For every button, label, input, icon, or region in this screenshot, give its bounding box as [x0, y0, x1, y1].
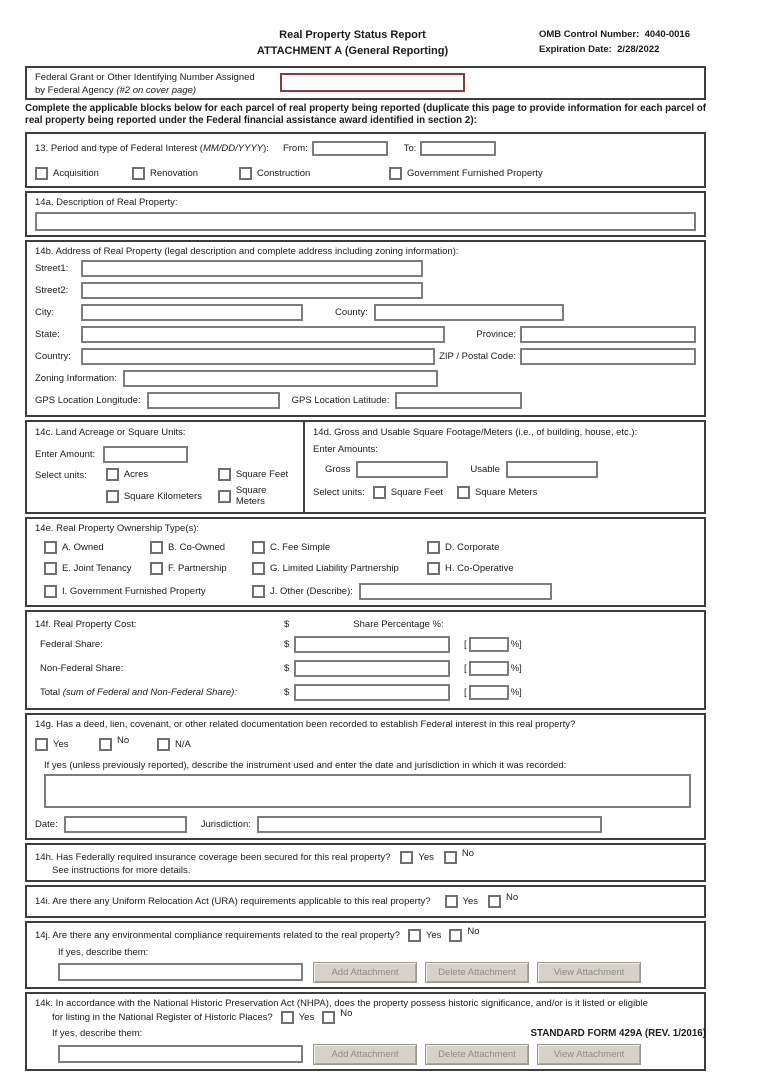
- state-label: State:: [35, 328, 60, 340]
- street1-label: Street1:: [35, 262, 69, 274]
- date-input[interactable]: [64, 816, 187, 833]
- gps-longitude-input[interactable]: [147, 392, 280, 409]
- zip-input[interactable]: [520, 348, 696, 365]
- page-header: [25, 0, 706, 66]
- corporate-checkbox[interactable]: [427, 541, 440, 554]
- s14j-yes-checkbox[interactable]: [408, 929, 421, 942]
- nonfederal-share-label: Non-Federal Share:: [40, 662, 124, 674]
- country-label: Country:: [35, 350, 71, 362]
- section-14b: [25, 240, 706, 417]
- corporate-option: D. Corporate: [427, 541, 499, 554]
- form-content: [25, 0, 706, 1074]
- land-amount-input[interactable]: [103, 446, 188, 463]
- total-input[interactable]: [294, 684, 450, 701]
- s14i-no-option: No: [488, 895, 518, 908]
- federal-grant-label-line1: Federal Grant or Other Identifying Number Assigned: [35, 72, 255, 83]
- partnership-option: F. Partnership: [150, 562, 252, 575]
- other-checkbox[interactable]: [252, 585, 265, 598]
- usable-input[interactable]: [506, 461, 598, 478]
- s14h-no-option: No: [444, 851, 474, 864]
- s14k-no-checkbox[interactable]: [322, 1011, 335, 1024]
- s14i-yes-checkbox[interactable]: [445, 895, 458, 908]
- s14j-no-checkbox[interactable]: [449, 929, 462, 942]
- enter-amounts-label: Enter Amounts:: [313, 444, 378, 455]
- federal-share-input[interactable]: [294, 636, 450, 653]
- federal-grant-box: [25, 66, 706, 100]
- s14i-question: 14i. Are there any Uniform Relocation Act (URA) requirements applicable to this real property?: [35, 896, 431, 907]
- owned-option: A. Owned: [44, 541, 150, 554]
- s14c-title: 14c. Land Acreage or Square Units:: [35, 427, 186, 438]
- s14k-question-line1: 14k. In accordance with the National Historic Preservation Act (NHPA), does the property possess historic significance, and/or is it listed or eligible: [35, 998, 648, 1009]
- county-label: County:: [335, 306, 368, 318]
- s14k-question-line2: for listing in the National Register of Historic Places?: [52, 1012, 273, 1023]
- jurisdiction-input[interactable]: [257, 816, 602, 833]
- omb-control-number: OMB Control Number: 4040-0016: [539, 29, 690, 40]
- share-percentage-label: Share Percentage %:: [353, 618, 444, 630]
- other-option: J. Other (Describe):: [252, 585, 353, 598]
- partnership-checkbox[interactable]: [150, 562, 163, 575]
- s14j-delete-attachment-button[interactable]: Delete Attachment: [425, 962, 529, 983]
- square-meters-option: Square Meters: [218, 485, 295, 507]
- s14b-title: 14b. Address of Real Property (legal description and complete address including zoning information):: [35, 246, 459, 257]
- usable-label: Usable: [470, 463, 500, 475]
- form-title-line2: ATTACHMENT A (General Reporting): [256, 45, 449, 57]
- total-percent-input[interactable]: [469, 685, 509, 700]
- joint-tenancy-checkbox[interactable]: [44, 562, 57, 575]
- gps-latitude-label: GPS Location Latitude:: [291, 394, 390, 406]
- gov-furnished-option: I. Government Furnished Property: [44, 585, 252, 598]
- other-describe-input[interactable]: [359, 583, 552, 600]
- from-label: From:: [282, 142, 308, 154]
- state-input[interactable]: [81, 326, 445, 343]
- to-label: To:: [403, 142, 417, 154]
- omb-block: [539, 27, 690, 57]
- s14k-delete-attachment-button[interactable]: Delete Attachment: [425, 1044, 529, 1065]
- s14k-no-option: No: [322, 1011, 352, 1024]
- country-input[interactable]: [81, 348, 435, 365]
- s14d-square-feet-checkbox[interactable]: [373, 486, 386, 499]
- section-14g: [25, 713, 706, 840]
- s14a-title: 14a. Description of Real Property:: [35, 197, 178, 208]
- section-14e: [25, 517, 706, 607]
- s14j-question: 14j. Are there any environmental compliance requirements related to the real property?: [35, 930, 400, 941]
- s14d-title: 14d. Gross and Usable Square Footage/Meters (i.e., of building, house, etc.):: [313, 427, 638, 438]
- s14j-if-yes-label: If yes, describe them:: [58, 947, 149, 958]
- city-input[interactable]: [81, 304, 303, 321]
- dollar-sign-header: $: [284, 618, 290, 630]
- s14k-if-yes-label: If yes, describe them:: [52, 1028, 143, 1039]
- section-14c-14d: [25, 420, 706, 514]
- zip-label: ZIP / Postal Code:: [439, 350, 516, 362]
- nonfederal-dollar-sign: $: [284, 662, 290, 674]
- fee-simple-checkbox[interactable]: [252, 541, 265, 554]
- jurisdiction-label: Jurisdiction:: [200, 818, 251, 830]
- s14g-no-option: No: [99, 738, 157, 751]
- square-feet-option: Square Feet: [218, 468, 295, 481]
- gfp-option: Government Furnished Property: [389, 165, 543, 182]
- square-feet-checkbox[interactable]: [218, 468, 231, 481]
- section-14a: [25, 191, 706, 237]
- nonfederal-share-input[interactable]: [294, 660, 450, 677]
- gross-label: Gross: [325, 463, 351, 475]
- zoning-label: Zoning Information:: [35, 372, 117, 384]
- s14j-no-option: No: [449, 929, 479, 942]
- federal-percent-close: %]: [510, 638, 522, 650]
- s14j-yes-option: Yes: [408, 929, 442, 942]
- federal-dollar-sign: $: [284, 638, 290, 650]
- province-input[interactable]: [520, 326, 696, 343]
- section-14k: [25, 992, 706, 1071]
- s14j-describe-input[interactable]: [58, 963, 303, 981]
- s14j-view-attachment-button[interactable]: View Attachment: [537, 962, 641, 983]
- federal-bracket: [: [464, 638, 467, 650]
- gps-longitude-label: GPS Location Longitude:: [35, 394, 141, 406]
- form-title-line1: Real Property Status Report: [279, 29, 426, 41]
- s14i-no-checkbox[interactable]: [488, 895, 501, 908]
- s14k-add-attachment-button[interactable]: Add Attachment: [313, 1044, 417, 1065]
- s14g-if-yes-label: If yes (unless previously reported), describe the instrument used and enter the date and jurisdiction in which it was recorded:: [44, 760, 567, 771]
- period-from-input[interactable]: [312, 141, 388, 156]
- instrument-description-textarea[interactable]: [44, 774, 691, 808]
- acres-checkbox[interactable]: [106, 468, 119, 481]
- s14d-square-feet-option: Square Feet: [373, 486, 443, 499]
- s14h-yes-checkbox[interactable]: [400, 851, 413, 864]
- llp-option: G. Limited Liability Partnership: [252, 562, 427, 575]
- nonfederal-bracket: [: [464, 662, 467, 674]
- s14g-question: 14g. Has a deed, lien, covenant, or other related documentation been recorded to establish Federal interest in this real property?: [35, 719, 576, 730]
- s14i-yes-option: Yes: [445, 895, 479, 908]
- standard-form-number: STANDARD FORM 429A (REV. 1/2016): [530, 1028, 706, 1039]
- section-14h: [25, 843, 706, 882]
- federal-percent-input[interactable]: [469, 637, 509, 652]
- s14k-yes-option: Yes: [281, 1011, 315, 1024]
- intro-instructions: Complete the applicable blocks below for each parcel of real property being reported (duplicate this page to provide information for each parcel of real property being reported under the Federal financial assistance award identified in section 2):: [25, 103, 707, 126]
- s14d-square-meters-checkbox[interactable]: [457, 486, 470, 499]
- co-operative-option: H. Co-Operative: [427, 562, 514, 575]
- s14h-question: 14h. Has Federally required insurance coverage been secured for this real property?: [35, 851, 391, 863]
- s14d-select-units-label: Select units:: [313, 487, 365, 498]
- s14k-view-attachment-button[interactable]: View Attachment: [537, 1044, 641, 1065]
- acquisition-option: Acquisition: [35, 165, 132, 182]
- total-bracket: [: [464, 686, 467, 698]
- nonfederal-percent-input[interactable]: [469, 661, 509, 676]
- co-owned-checkbox[interactable]: [150, 541, 163, 554]
- s14f-title: 14f. Real Property Cost:: [35, 618, 137, 630]
- gps-latitude-input[interactable]: [395, 392, 522, 409]
- street2-label: Street2:: [35, 284, 69, 296]
- province-label: Province:: [476, 328, 516, 340]
- period-to-input[interactable]: [420, 141, 496, 156]
- square-kilometers-option: Square Kilometers: [106, 485, 218, 507]
- s13-label: 13. Period and type of Federal Interest (MM/DD/YYYY):: [35, 142, 269, 154]
- gov-furnished-checkbox[interactable]: [44, 585, 57, 598]
- section-14c: [27, 422, 305, 512]
- construction-option: Construction: [239, 165, 389, 182]
- total-label: Total (sum of Federal and Non-Federal Share):: [40, 686, 237, 698]
- square-kilometers-checkbox[interactable]: [106, 490, 119, 503]
- section-14j: [25, 921, 706, 989]
- s14g-na-checkbox[interactable]: [157, 738, 170, 751]
- date-label: Date:: [35, 818, 58, 830]
- description-input[interactable]: [35, 212, 696, 231]
- s14g-na-option: N/A: [157, 738, 191, 751]
- s14c-select-units-label: Select units:: [35, 470, 87, 481]
- federal-grant-number-input[interactable]: [280, 73, 465, 92]
- s14g-no-checkbox[interactable]: [99, 738, 112, 751]
- nonfederal-percent-close: %]: [510, 662, 522, 674]
- s14d-square-meters-option: Square Meters: [457, 486, 537, 499]
- renovation-option: Renovation: [132, 165, 239, 182]
- federal-share-label: Federal Share:: [40, 638, 103, 650]
- enter-amount-label: Enter Amount:: [35, 448, 96, 460]
- s14h-yes-option: Yes: [400, 851, 434, 864]
- section-13: [25, 132, 706, 188]
- s14g-yes-option: Yes: [35, 738, 99, 751]
- section-14d: [305, 422, 704, 512]
- city-label: City:: [35, 306, 54, 318]
- gross-input[interactable]: [356, 461, 448, 478]
- square-meters-checkbox[interactable]: [218, 490, 231, 503]
- s14k-describe-input[interactable]: [58, 1045, 303, 1063]
- section-14i: [25, 885, 706, 918]
- section-14f: [25, 610, 706, 710]
- s14h-no-checkbox[interactable]: [444, 851, 457, 864]
- acquisition-checkbox[interactable]: [35, 167, 48, 180]
- owned-checkbox[interactable]: [44, 541, 57, 554]
- s14k-yes-checkbox[interactable]: [281, 1011, 294, 1024]
- total-dollar-sign: $: [284, 686, 290, 698]
- s14h-note: See instructions for more details.: [52, 865, 191, 876]
- co-operative-checkbox[interactable]: [427, 562, 440, 575]
- total-percent-close: %]: [510, 686, 522, 698]
- zoning-input[interactable]: [123, 370, 438, 387]
- street2-input[interactable]: [81, 282, 423, 299]
- street1-input[interactable]: [81, 260, 423, 277]
- s14e-title: 14e. Real Property Ownership Type(s):: [35, 523, 200, 534]
- co-owned-option: B. Co-Owned: [150, 541, 252, 554]
- joint-tenancy-option: E. Joint Tenancy: [44, 562, 150, 575]
- s14j-add-attachment-button[interactable]: Add Attachment: [313, 962, 417, 983]
- acres-option: Acres: [106, 468, 218, 481]
- county-input[interactable]: [374, 304, 564, 321]
- expiration-date: Expiration Date: 2/28/2022: [539, 44, 660, 55]
- llp-checkbox[interactable]: [252, 562, 265, 575]
- construction-checkbox[interactable]: [239, 167, 252, 180]
- renovation-checkbox[interactable]: [132, 167, 145, 180]
- gfp-checkbox[interactable]: [389, 167, 402, 180]
- fee-simple-option: C. Fee Simple: [252, 541, 427, 554]
- federal-grant-label-line2: by Federal Agency (#2 on cover page): [35, 85, 197, 96]
- s14g-yes-checkbox[interactable]: [35, 738, 48, 751]
